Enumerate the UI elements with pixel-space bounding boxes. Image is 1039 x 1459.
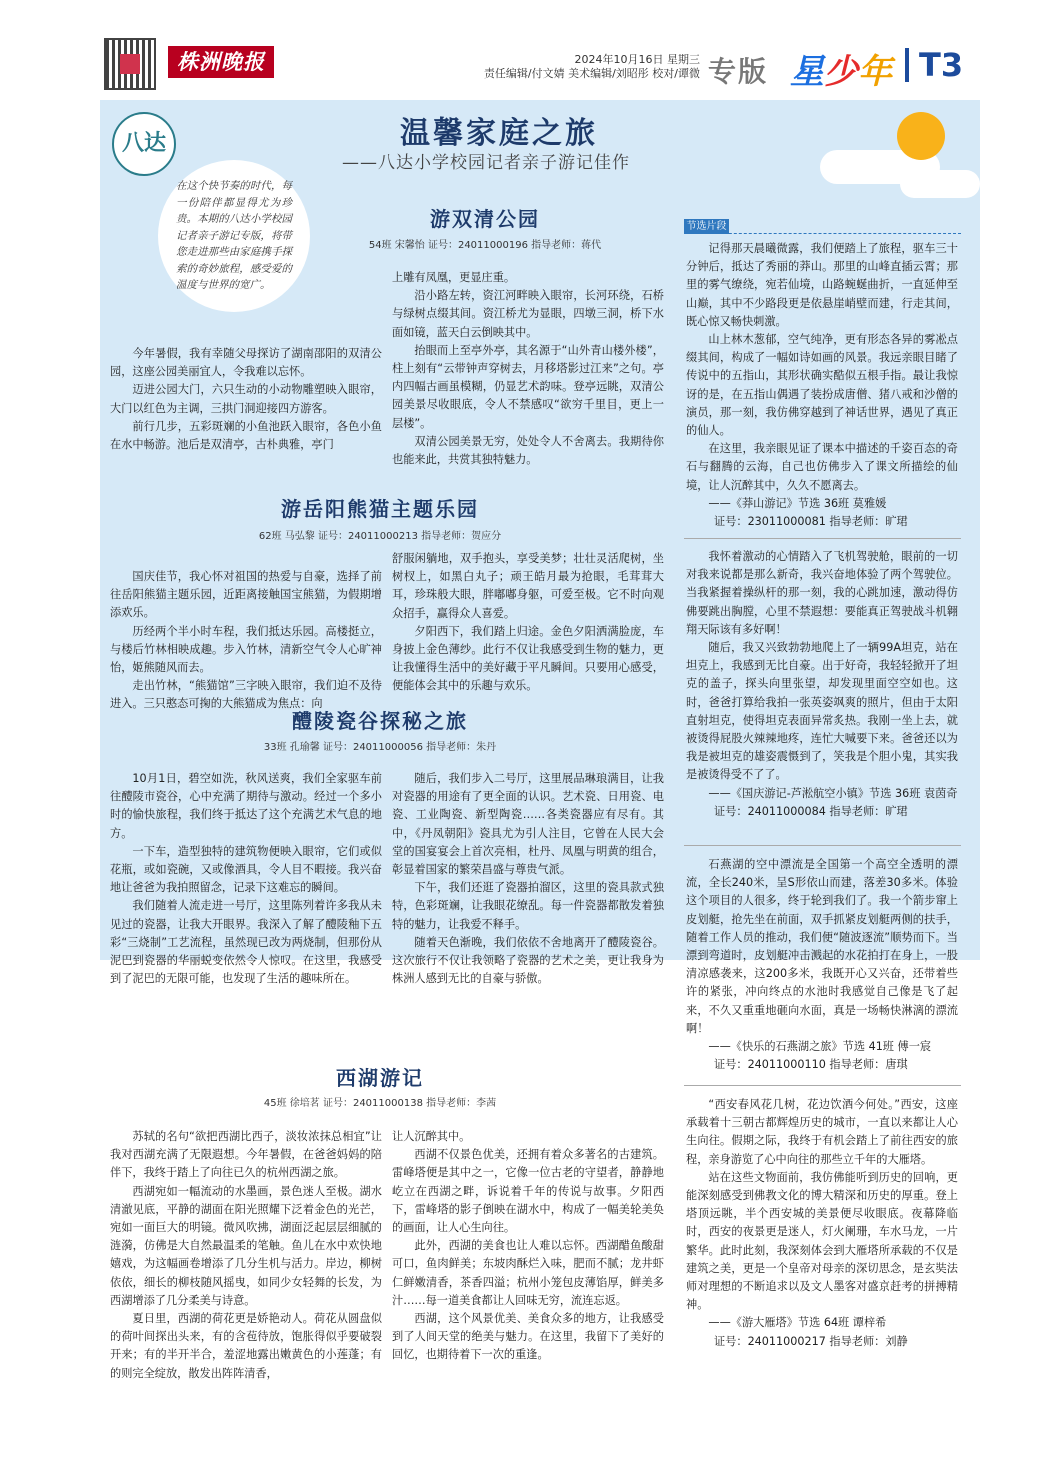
paragraph: 我怀着激动的心情踏入了飞机驾驶舱，眼前的一切对我来说都是那么新奇，我兴奋地体验了两个驾驶位。当我紧握着操纵杆的那一刻，我的心跳加速，激动得仿佛要跳出胸膛，心里不禁遐想：要能真正驾驶战斗机翱翔天际该有多好啊！ [686,550,958,636]
article-byline: 62班 马弘黎 证号：24011000213 指导老师：贺应分 [258,531,502,542]
paragraph: 山上林木葱郁，空气纯净，更有形态各异的雾凇点缀其间，构成了一幅如诗如画的风景。我远亲眼目睹了传说中的五指山，其形状确实酷似五根手指。最让我惊讶的是，在五指山偶遇了装扮成唐僧、猪八戒和沙僧的演员，那一刻，我仿佛穿越到了神话世界，遇见了真正的仙人。 [686,333,958,438]
paragraph: 沿小路左转，资江河畔映入眼帘，长河环绕，石桥与绿树点缀其间。资江桥尤为显眼，四墩三洞，桥下水面如镜，蓝天白云倒映其中。 [392,289,664,339]
newspaper-logo: 株洲晚报 [168,46,274,78]
paragraph: 记得那天晨曦微露，我们便踏上了旅程，驱车三十分钟后，抵达了秀丽的莽山。那里的山峰直插云霄；那里的雾气缭绕，宛若仙境，山路蜿蜒曲折，一直延伸至山巅，其中不少路段更是依悬崖峭壁而建，行走其间，既心惊又畅快刺激。 [686,242,958,328]
paragraph: 证号：24011000217 指导老师：刘静 [714,1334,908,1348]
intro-bubble [158,160,310,312]
paragraph: 走出竹林，“熊猫馆”三字映入眼帘，我们迫不及待进入。三只憨态可掬的大熊猫成为焦点：向 [110,679,382,711]
section-label: 专版 [708,55,769,88]
article-column [392,1128,664,1365]
issue-date: 2024年10月16日 星期三 [574,53,700,66]
divider [684,1085,961,1086]
article-title: 西湖游记 [336,1066,424,1090]
masthead [0,0,1039,100]
paragraph: 10月1日，碧空如洗，秋风送爽，我们全家驱车前往醴陵市瓷谷，心中充满了期待与激动。经过一个多小时的愉快旅程，我们终于抵达了这个充满艺术气息的地方。 [110,772,382,840]
paragraph: “西安春风花几树，花边饮酒今何处。”西安，这座承载着十三朝古都辉煌历史的城市，一直以来都让人心生向往。假期之际，我终于有机会踏上了前往西安的旅程，亲身游览了心中向往的那些立千年的大雁塔。 [686,1098,958,1166]
paragraph: 今年暑假，我有幸随父母探访了湖南邵阳的双清公园，这座公园美丽宜人，令我难以忘怀。 [110,347,382,379]
article-byline: 54班 宋馨怡 证号：24011000196 指导老师：蒋代 [368,240,602,251]
paragraph: 一下车，造型独特的建筑物便映入眼帘，它们或似花瓶，或如瓷碗，又或像酒具，令人目不暇接。我兴奋地让爸爸为我拍照留念，记录下这难忘的瞬间。 [110,844,382,895]
paragraph: ——《快乐的石燕湖之旅》节选 41班 傅一宸 [708,1040,932,1054]
article-title: 游岳阳熊猫主题乐园 [281,497,479,521]
article-column [392,550,664,696]
divider [684,233,961,234]
excerpt-block [686,856,958,1074]
paragraph: 证号：24011000084 指导老师：旷珺 [714,804,908,818]
paragraph: 夕阳西下，我们踏上归途。金色夕阳洒满脸庞，车身披上金色薄纱。此行不仅让我感受到生物的魅力，更让我懂得生活中的美好藏于平凡瞬间。只要用心感受，便能体会其中的乐趣与欢乐。 [392,624,664,693]
paragraph: 随后，我们步入二号厅，这里展品琳琅满目，让我对瓷器的用途有了更全面的认识。艺术瓷、日用瓷、电瓷、工业陶瓷、新型陶瓷……各类瓷器应有尽有。其中，《丹凤朝阳》瓷具尤为引人注目，它曾在人民大会堂的国宴宴会上首次亮相，杜丹、凤凰与明黄的组合，彰显着国家的繁荣昌盛与尊贵气派。 [392,772,664,877]
header-meta [470,53,700,81]
excerpt-tag: 节选片段 [684,219,729,234]
paragraph: 在这里，我亲眼见证了课本中描述的千姿百态的奇石与翻腾的云海，自己也仿佛步入了课文所描绘的仙境，让人沉醉其中，久久不愿离去。 [686,442,958,492]
paragraph: ——《游大雁塔》节选 64班 谭梓希 [708,1316,887,1330]
paragraph: ——《国庆游记-芦淞航空小镇》节选 36班 袁茵奇 [708,786,958,800]
brand-logo: 星少年 [790,52,892,92]
article-title: 醴陵瓷谷探秘之旅 [292,709,468,733]
paragraph: 此外，西湖的美食也让人难以忘怀。西湖醋鱼酸甜可口，鱼肉鲜美；东坡肉酥烂入味，肥而不腻；龙井虾仁鲜嫩清香，茶香四溢；杭州小笼包皮薄馅厚，鲜美多汁……每一道美食都让人回味无穷，流连忘返。 [392,1239,664,1307]
cloud-icon [900,170,980,198]
paragraph: 抬眼而上至亭外亭，其名源于“山外青山楼外楼”，柱上刻有“云带钟声穿树去，月移塔影过江来”之句。亭内四幅古画虽模糊，仍显艺术韵味。登亭远眺，双清公园美景尽收眼底，令人不禁感叹“欲穷千里目，更上一层楼”。 [392,343,664,430]
article-byline: 45班 徐培茗 证号：24011000138 指导老师：李茜 [263,1098,497,1109]
excerpt-block [686,1096,958,1351]
paragraph: 下午，我们还逛了瓷器拍溜区，这里的瓷具款式独特，色彩斑斓，让我眼花缭乱。每一件瓷器都散发着独特的魅力，让我爱不释手。 [392,881,664,931]
editor-credits: 责任编辑/付文婧 美术编辑/刘昭彤 校对/谭微 [483,67,700,80]
article-column [110,1128,382,1383]
paragraph: 我们随着人流走进一号厅，这里陈列着许多我从未见过的瓷器，让我大开眼界。我深入了解了醴陵釉下五彩“三烧制”工艺流程，虽然现已改为两烧制，但那份从泥巴到瓷器的华丽蜕变依然令人惊叹。在这里，我感受到了泥巴的无限可能，也发现了生活的趣味所在。 [110,899,382,986]
article-column [392,770,664,988]
excerpt-block [686,548,958,821]
page-title: 温馨家庭之旅 [400,116,598,151]
paragraph: 上雕有凤凰，更显庄重。 [392,271,516,284]
article-title: 游双清公园 [430,207,540,231]
page-subtitle: ——八达小学校园记者亲子游记佳作 [342,153,630,173]
paragraph: 让人沉醉其中。 [392,1130,471,1143]
article-column [110,770,382,988]
sun-icon [897,112,945,160]
paragraph: 舒服闲躺地，双手抱头，享受美梦；壮壮灵活爬树，坐树杈上，如黑白丸子；顽王皓月最为抢眼，毛茸茸大耳，珍珠般大眼，胖嘟嘟身躯，可爱至极。它不时向观众招手，赢得众人喜爱。 [392,552,664,620]
paragraph: 国庆佳节，我心怀对祖国的热爱与自豪，选择了前往岳阳熊猫主题乐园，近距离接触国宝熊猫，为假期增添欢乐。 [110,570,382,620]
paragraph: 西湖，这个风景优美、美食众多的地方，让我感受到了人间天堂的绝美与魅力。在这里，我留下了美好的回忆，也期待着下一次的重逢。 [392,1312,664,1362]
paragraph: 证号：24011000110 指导老师：唐琪 [714,1058,908,1072]
divider [684,538,961,539]
article-column [110,345,382,454]
paragraph: 证号：23011000081 指导老师：旷珺 [714,515,908,529]
intro-text: 在这个快节奏的时代，每一份陪伴都显得尤为珍贵。本期的八达小学校园记者亲子游记专版，将带您走进那些由家庭携手探索的奇妙旅程，感受爱的温度与世界的宽广。 [176,180,292,292]
qr-code-icon[interactable] [104,38,156,90]
paragraph: 随着天色渐晚，我们依依不舍地离开了醴陵瓷谷。这次旅行不仅让我领略了瓷器的艺术之美，更让我身为株洲人感到无比的自豪与骄傲。 [392,935,664,986]
divider [684,845,961,846]
paragraph: 夏日里，西湖的荷花更是娇艳动人。荷花从圆盘似的荷叶间探出头来，有的含苞待放，饱胀得似乎要破裂开来；有的半开半合，羞涩地露出嫩黄色的小莲蓬；有的则完全绽放，散发出阵阵清香， [110,1312,382,1380]
excerpt-block [686,240,958,531]
paragraph: 历经两个半小时车程，我们抵达乐园。高楼挺立，与楼后竹林相映成趣。步入竹林，清新空气令人心旷神怡，姬熊随风而去。 [110,624,382,675]
paragraph: ——《莽山游记》节选 36班 莫雅媛 [708,496,887,510]
article-byline: 33班 孔瑜馨 证号：24011000056 指导老师：朱丹 [263,742,497,753]
paragraph: 迈进公园大门，六只生动的小动物雕塑映入眼帘，大门以红色为主调，三拱门洞迎接四方游客。 [110,383,382,415]
paragraph: 随后，我又兴致勃勃地爬上了一辆99A坦克，站在坦克上，我感到无比自豪。出于好奇，我轻轻掀开了坦克的盖子，探头向里张望，却发现里面空空如也。这时，爸爸打算给我拍一张英姿飒爽的照片，但由于太阳直射坦克，使得坦克表面异常炙热。我刚一坐上去，就被烫得屁股火辣辣地疼，连忙大喊要下来。爸爸还以为我是被坦克的雄姿震慑到了，笑我是个胆小鬼，其实我是被烫得受不了了。 [686,641,958,782]
article-column [392,269,664,469]
article-column [110,568,382,714]
paragraph: 西湖宛如一幅流动的水墨画，景色迷人至极。湖水清澈见底，平静的湖面在阳光照耀下泛着金色的光芒，宛如一面巨大的明镜。微风吹拂，湖面泛起层层细腻的涟漪，仿佛是大自然最温柔的笔触。鱼儿在水中欢快地嬉戏，为这幅画卷增添了几分生机与活力。岸边，柳树依依，细长的柳枝随风摇曳，如同少女轻舞的长发，为西湖增添了几分柔美与诗意。 [110,1184,382,1307]
paragraph: 双清公园美景无穷，处处令人不舍离去。我期待你也能来此，共赏其独特魅力。 [392,434,664,467]
paragraph: 站在这些文物面前，我仿佛能听到历史的回响，更能深刻感受到佛教文化的博大精深和历史的厚重。登上塔顶远眺，半个西安城的美景便尽收眼底。夜幕降临时，西安的夜景更是迷人，灯火阑珊，车水马龙，一片繁华。此时此刻，我深刻体会到大雁塔所承载的不仅是建筑之美，更是一个皇帝对母亲的深切思念，是玄奘法师对理想的不断追求以及文人墨客对盛京赶考的拼搏精神。 [686,1170,958,1312]
paragraph: 苏轼的名句“欲把西湖比西子，淡妆浓抹总相宜”让我对西湖充满了无限遐想。今年暑假，在爸爸妈妈的陪伴下，我终于踏上了向往已久的杭州西湖之旅。 [110,1130,382,1180]
school-badge: 八达 [112,112,176,176]
page-number: T3 [905,48,963,82]
paragraph: 石燕湖的空中漂流是全国第一个高空全透明的漂流，全长240米，呈S形依山而建，落差30多米。体验这个项目的人很多，终于轮到我们了。我一个箭步窜上皮划艇，抢先坐在前面，双手抓紧皮划艇两侧的扶手，随着工作人员的推动，我们便“随波逐流”顺势而下。当漂到弯道时，皮划艇冲击溅起的水花拍打在身上，一股清凉感袭来，这200多米，我既开心又兴奋，还带着些许的紧张，冲向终点的水池时我感觉自己像是飞了起来，不久又重重地砸向水面，真是一场畅快淋漓的漂流啊！ [686,858,958,1035]
paragraph: 前行几步，五彩斑斓的小鱼池跃入眼帘，各色小鱼在水中畅游。池后是双清亭，古朴典雅，亭门 [110,419,382,452]
paragraph: 西湖不仅景色优美，还拥有着众多著名的古建筑。雷峰塔便是其中之一，它像一位古老的守望者，静静地屹立在西湖之畔，诉说着千年的传说与故事。夕阳西下，雷峰塔的影子倒映在湖水中，构成了一幅美轮美奂的画面，让人心生向往。 [392,1148,664,1235]
